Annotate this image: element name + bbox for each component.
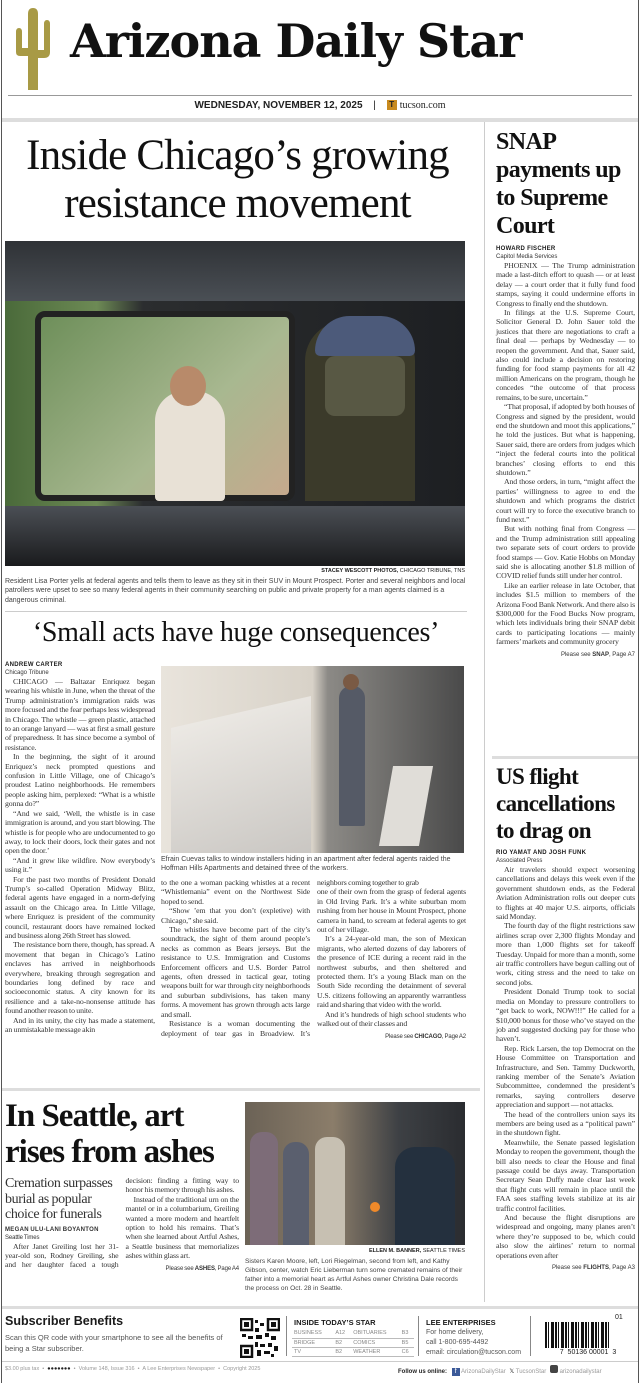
index-row	[292, 1338, 414, 1347]
email-address[interactable]: email: circulation@tucson.com	[426, 1349, 522, 1356]
flights-headline[interactable]: US flight cancellations to drag on	[496, 764, 615, 843]
masthead-divider	[8, 95, 632, 96]
photographer: STACEY WESCOTT PHOTOS,	[321, 568, 399, 574]
lead-photo-caption: Resident Lisa Porter yells at federal agents and tells them to leave as they sit in their SUV in Mount Prospect. Porter and several neighbors and local patrollers were upset to see so many federal agents in their community searching on public and private property for a man agents claimed is a dangerous criminal.	[5, 578, 466, 604]
lead-photo-credit	[5, 568, 465, 574]
recycle-icon: ●●●●●●●	[47, 1366, 71, 1372]
paragraph: Resistance is a woman documenting the deployment of tear gas in Broadview. It’s neighbors coming together to grab	[161, 878, 419, 1038]
snap-story	[496, 128, 635, 660]
paragraph: one of their own from the grasp of federal agents in Old Irving Park. It’s a white suburban mom rushing from her house in Mount Prospect, phone camera in hand, to scream at federal agents to get out of her village.	[317, 887, 466, 935]
paragraph: PHOENIX — The Trump administration made a last-ditch effort to quash — or at least delay — a court order that it fully fund food stamps, saying it could undermine efforts in Congress to finally end the shutdown.	[496, 261, 635, 308]
masthead-bottom-rule	[2, 118, 638, 122]
paragraph: But with nothing final from Congress — and the Trump administration still appealing two separate sets of court orders to provide food stamps — Gov. Katie Hobbs on Monday said she is allocating another $1.8 million of COVID relief funds still under her control.	[496, 524, 635, 581]
x-handle[interactable]: TucsonStar	[515, 1369, 547, 1375]
see-key: SNAP	[592, 651, 609, 658]
paragraph: Air travelers should expect worsening cancellations and delays this week even if the government shutdown ends, as the Federal Aviation Administration rolls out deeper cuts to flights at 40 major U.S. airports, officials said Monday.	[496, 865, 635, 922]
paragraph: to the one a woman packing whistles at a recent “Whistlemania” event on the Northwest Side hoped to send.	[161, 878, 310, 906]
issue-date: WEDNESDAY, NOVEMBER 12, 2025	[194, 100, 363, 111]
lead-column-1	[5, 662, 155, 1034]
index-section[interactable]: OBITUARIES	[351, 1329, 399, 1338]
see-page: , Page A3	[608, 1265, 635, 1272]
index-page: B3	[400, 1329, 414, 1338]
paragraph: The whistles have become part of the city’s soundtrack, the sight of them around people’s necks as common as Bears jerseys. But the resistance to U.S. Immigration and Customs Enforcement officers and U.S. Border Patrol agents, often dressed in tactical gear, toting weapons built for war through city neighborhoods and suburban subdivisions, has taken many forms. A movement has grown through acts large and small.	[161, 925, 310, 1019]
see-page: , Page A7	[608, 651, 635, 658]
snap-headline[interactable]: SNAP payments up to Supreme Court	[496, 129, 621, 239]
paragraph: “And it grew like wildfire. Now everybody’s using it.”	[5, 855, 155, 875]
artful-ashes-photo[interactable]	[245, 1102, 465, 1245]
index-page: C6	[400, 1347, 414, 1356]
snap-org: Capitol Media Services	[496, 254, 558, 260]
copyright: Copyright 2025	[223, 1366, 261, 1372]
paragraph: Like an earlier release in late October, that includes $1.5 million to members of the Arizona Food Bank Network. And there also is $300,000 for the Food Bucks Now program, which lets individuals bring their SNAP debit cards to participating locations — mainly farmers’ markets and community grocery	[496, 580, 635, 647]
paragraph: In filings at the U.S. Supreme Court, Solicitor General D. John Sauer told the justices that there are negotiations to craft a final deal — perhaps by Wednesday — to reopen the government. And that, Sauer said, also could include a decision on restoring funding for food stamp payments for all 42 million Americans on the program, though he concedes “the outcome of that process remains, to be sure, uncertain.”	[496, 308, 635, 402]
index-row	[292, 1347, 414, 1356]
facebook-handle[interactable]: ArizonaDailyStar	[461, 1369, 506, 1375]
lead-column-1-text	[5, 677, 155, 1034]
ashes-jump-link[interactable]	[126, 1264, 240, 1274]
delivery-line: For home delivery,	[426, 1329, 484, 1336]
paragraph: And because the flight disruptions are widespread and ongoing, many planes aren’t where they’re supposed to be, which could also slow the airlines’ return to normal operations even after	[496, 1213, 635, 1260]
paragraph: And it’s hundreds of high school students who walked out of their classes and	[317, 1009, 466, 1029]
snap-jump-link[interactable]	[496, 650, 635, 660]
snap-body	[496, 261, 635, 647]
paragraph: CHICAGO — Baltazar Enriquez began wearing his whistle in June, when the threat of the Trump administration’s immigration raids was more focused and the fear perhaps less widespread in Chicago. The whistle — green plastic, attached to an orange lanyard — was at first a small gesture of preparedness. It has since become a symbol of resistance.	[5, 677, 155, 752]
seattle-subhead: Cremation surpasses burial as popular choice for funerals	[5, 1176, 113, 1222]
flights-body	[496, 865, 635, 1260]
flights-story	[496, 763, 635, 1273]
see-key: FLIGHTS	[583, 1265, 609, 1272]
paragraph: Instead of the traditional urn on the mantel or in a columbarium, Greiling wanted a more modern and heartfelt option to hold his remains. That’s when she learned about Artful Ashes, a Seattle business that memorializes ashes within glass art.	[125, 1194, 239, 1261]
index-section[interactable]: BUSINESS	[292, 1329, 333, 1338]
seattle-headline[interactable]: In Seattle, art rises from ashes	[5, 1098, 214, 1170]
divider	[530, 1316, 531, 1356]
subscriber-title: Subscriber Benefits	[5, 1314, 124, 1328]
divider	[286, 1316, 287, 1356]
paragraph: After Janet Greiling lost her 31-year-old son, Rodney Greiling, she and her daughter faced a tough decision: finding a fitting way to honor his memory through his ashes.	[5, 1176, 239, 1270]
seattle-photo-credit	[245, 1248, 465, 1254]
see-prefix: Please see	[165, 1265, 195, 1272]
divider	[418, 1316, 419, 1356]
seattle-org: Seattle Times	[5, 1234, 40, 1241]
paragraph: “That proposal, if adopted by both houses of Congress and signed by the president, would end the shutdown and moot this applications,” he told the justices. But what is happening, Sauer said, there are orders from judges which “inject the federal courts into the political branches’ closing efforts to end this shutdown.”	[496, 402, 635, 477]
footer-rule	[2, 1306, 638, 1309]
inside-index	[292, 1329, 414, 1357]
x-icon[interactable]: 𝕏	[509, 1369, 515, 1375]
paragraph: For the past two months of President Donald Trump’s so-called Operation Midway Blitz, federal agents have engaged in a norm-defying assault on the Chicago area. In Little Village, where Enriquez is president of the community council, restaurant doors have remained locked and business along 26th Street has slowed.	[5, 874, 155, 940]
lead-org: Chicago Tribune	[5, 670, 49, 676]
facebook-icon[interactable]: f	[452, 1368, 460, 1376]
snap-byline: HOWARD FISCHER	[496, 246, 556, 252]
index-section[interactable]: BRIDGE	[292, 1338, 333, 1347]
social-links	[398, 1365, 602, 1376]
index-section[interactable]: WEATHER	[351, 1347, 399, 1356]
flights-jump-link[interactable]	[496, 1263, 635, 1273]
dateline	[0, 100, 640, 111]
photo-org: CHICAGO TRIBUNE, TNS	[398, 568, 465, 574]
barcode-edition: 01	[615, 1314, 623, 1321]
see-key: ASHES	[194, 1265, 215, 1272]
inside-title: INSIDE TODAY’S STAR	[294, 1318, 376, 1327]
masthead-title: Arizona Daily Star	[70, 14, 522, 68]
site-link[interactable]: tucson.com	[399, 100, 446, 111]
window-installers-photo[interactable]	[161, 666, 464, 853]
index-row	[292, 1329, 414, 1338]
index-section[interactable]: COMICS	[351, 1338, 399, 1347]
column-divider	[484, 122, 485, 1302]
paragraph: Meanwhile, the Senate passed legislation Monday to reopen the government, though the bill also needs to clear the House and final passage could be days away. Transportation Secretary Sean Duffy made clear last week that flight cuts will remain in place until the FAA sees staffing levels stabilize at its air traffic control facilities.	[496, 1137, 635, 1213]
lee-title: LEE ENTERPRISES	[426, 1318, 496, 1327]
see-prefix: Please see	[551, 1265, 584, 1272]
index-page: B2	[333, 1338, 351, 1347]
follow-label: Follow us online:	[398, 1369, 447, 1375]
instagram-handle[interactable]: arizonadailystar	[559, 1369, 602, 1375]
lead-byline: ANDREW CARTER	[5, 662, 63, 668]
paragraph: In the beginning, the sight of it around Enriquez’s neck prompted questions and confusion in Little Village, one of Chicago’s proudest Latino neighborhoods. He remembers people asking him, perplexed: “What is a whistle gonna do?”	[5, 752, 155, 809]
lead-subhead: ‘Small acts have huge consequences’	[32, 617, 440, 648]
paragraph: President Donald Trump took to social media on Monday to pressure controllers to “get back to work, NOW!!!” He called for a $10,000 bonus for those who’ve stayed on the job and suggested docking pay for those who haven’t.	[496, 987, 635, 1044]
paragraph: And in its unity, the city has made a statement, an unmistakable message akin	[5, 1015, 155, 1035]
paragraph: It’s a 24-year-old man, the son of Mexican migrants, who alerted dozens of day laborers of the presence of ICE during a recent raid in the northwest suburbs, and then sheltered and protected them. It’s a young Black man on the South Side recording the detainment of several U.S. citizens following an apparently warrantless raid and sharing that video with the world.	[317, 934, 466, 1010]
seattle-byline: MEGAN ULU-LANI BOYANTON	[5, 1226, 99, 1233]
publisher: A Lee Enterprises Newspaper	[142, 1366, 216, 1372]
saguaro-cactus-logo-icon	[10, 6, 52, 92]
flights-byline: RIO YAMAT AND JOSH FUNK	[496, 850, 587, 856]
inner-photo-caption: Efrain Cuevas talks to window installers hiding in an apartment after federal agents raided the Hoffman Hills Apartments and detained three of the workers.	[161, 856, 451, 873]
qr-code-icon[interactable]	[240, 1318, 280, 1358]
see-prefix: Please see	[385, 1033, 415, 1040]
lee-contact	[426, 1328, 521, 1358]
footer-info: $3.00 plus tax • ●●●●●●● • Volume 148, Issue 316 • A Lee Enterprises Newspaper • Copyright 2025	[5, 1366, 261, 1372]
subscriber-text: Scan this QR code with your smartphone to see all the benefits of being a Star subscriber.	[5, 1333, 223, 1353]
index-page: B5	[400, 1338, 414, 1347]
paragraph: The fourth day of the flight restrictions saw airlines scrap over 2,300 flights Monday and more than 1,000 flights set for takeoff Tuesday. Unpaid for more than a month, some air traffic controllers have begun calling out of work, citing stress and the need to take on second jobs.	[496, 921, 635, 987]
paragraph: The resistance born there, though, has spread. A movement that began in Chicago’s Latino enclaves has arrived in neighborhoods everywhere, breaking through segregation and boundaries long defined by race and socioeconomic status. A city known for its resilience and a take-no-nonsense attitude has found another reason to unite.	[5, 940, 155, 1016]
separator: |	[373, 100, 376, 111]
section-rule	[2, 1088, 480, 1091]
index-page: B2	[333, 1347, 351, 1356]
see-prefix: Please see	[560, 651, 593, 658]
tucson-logo-icon: T	[387, 100, 397, 110]
barcode-digits: 7 50136 00001 3	[559, 1349, 617, 1356]
paragraph: The head of the controllers union says its members are being used as a “political pawn” in the shutdown fight.	[496, 1109, 635, 1138]
divider	[2, 1361, 638, 1362]
lead-photo[interactable]	[5, 241, 465, 566]
see-page: , Page A2	[441, 1033, 466, 1040]
see-page: , Page A4	[214, 1265, 239, 1272]
lead-headline[interactable]: Inside Chicago’s growing resistance movement	[26, 132, 449, 227]
divider	[5, 611, 467, 612]
paragraph: Rep. Rick Larsen, the top Democrat on the House Committee on Transportation and Infrastructure, and Sen. Tammy Duckworth, ranking member of the Senate’s Aviation Subcommittee, condemned the president’s remarks, saying controllers deserve appreciation and support — not attacks.	[496, 1043, 635, 1110]
paragraph: And those orders, in turn, “might affect the parties’ willingness to agree to end the shutdown and which programs the district court will try to force the executive branch to fund next.”	[496, 477, 635, 524]
instagram-icon[interactable]	[550, 1365, 558, 1373]
seattle-photo-caption: Sisters Karen Moore, left, Lori Riegelman, second from left, and Kathy Gibson, center, watch Eric Lieberman turn some cremated remains of their father into a memorial heart as Artful Ashes owner Christina Dale records the process on Oct. 28 in Seattle.	[245, 1258, 463, 1292]
price: $3.00 plus tax	[5, 1366, 40, 1372]
lead-columns-2-3	[161, 878, 466, 1042]
see-key: CHICAGO	[414, 1033, 442, 1040]
photographer: ELLEN M. BANNER,	[368, 1248, 422, 1254]
volume-issue: Volume 148, Issue 316	[78, 1366, 135, 1372]
photo-org: SEATTLE TIMES	[421, 1248, 465, 1254]
paragraph: “And we said, ‘Well, the whistle is in case immigration is around, and you start blowing. The whistle is for people who are undocumented to go away, to lock their doors, lock their gates and not open the door.’	[5, 808, 155, 856]
paragraph: “Show ’em that you don’t (expletive) with Chicago,” she said.	[161, 906, 310, 925]
index-section[interactable]: TV	[292, 1347, 333, 1356]
flights-org: Associated Press	[496, 858, 543, 864]
chicago-jump-link[interactable]	[317, 1032, 466, 1042]
barcode	[545, 1322, 610, 1348]
seattle-columns	[5, 1176, 239, 1274]
phone-number[interactable]: call 1-800-695-4492	[426, 1339, 489, 1346]
section-rule	[492, 756, 638, 759]
index-page: A12	[333, 1329, 351, 1338]
